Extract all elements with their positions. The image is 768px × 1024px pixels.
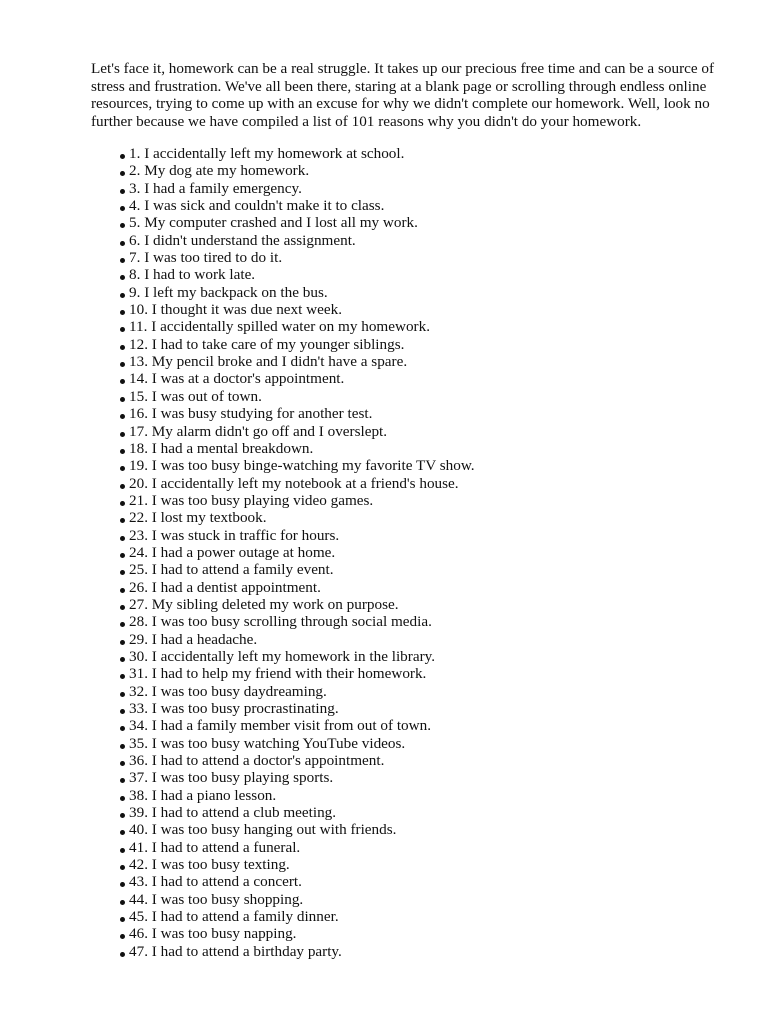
list-item [120,197,475,214]
list-item-text: 40. I was too busy hanging out with friends. [129,821,397,839]
bullet-icon [120,865,125,870]
list-item-text: 5. My computer crashed and I lost all my work. [129,214,418,232]
list-item [120,162,475,179]
list-item-text: 8. I had to work late. [129,266,256,284]
list-item [120,891,475,908]
list-item-text: 16. I was busy studying for another test. [129,405,373,423]
list-item-text: 44. I was too busy shopping. [129,890,304,908]
bullet-icon [120,518,125,523]
list-item [120,839,475,856]
intro-paragraph: Let's face it, homework can be a real struggle. It takes up our precious free time and can be a source of stress and frustration. We've all been there, staring at a blank page or scrolling through endless online resources, trying to come up with an excuse for why we didn't complete our homework. Well, look no further because we have compiled a list of 101 reasons why you didn't do your homework. [91,60,715,130]
bullet-icon [120,171,125,176]
list-item-text: 14. I was at a doctor's appointment. [129,370,345,388]
list-item-text: 36. I had to attend a doctor's appointment. [129,752,385,770]
list-item-text: 18. I had a mental breakdown. [129,439,314,457]
bullet-icon [120,466,125,471]
list-item [120,492,475,509]
list-item [120,475,475,492]
list-item [120,423,475,440]
list-item-text: 39. I had to attend a club meeting. [129,804,337,822]
bullet-icon [120,882,125,887]
list-item [120,804,475,821]
list-item [120,873,475,890]
list-item-text: 17. My alarm didn't go off and I overslept. [129,422,388,440]
list-item-text: 12. I had to take care of my younger siblings. [129,335,405,353]
list-item [120,943,475,960]
list-item-text: 9. I left my backpack on the bus. [129,283,328,301]
bullet-icon [120,275,125,280]
list-item-text: 33. I was too busy procrastinating. [129,700,339,717]
list-item-text: 26. I had a dentist appointment. [129,578,321,596]
list-item-text: 21. I was too busy playing video games. [129,491,374,509]
bullet-icon [120,761,125,766]
list-item-text: 28. I was too busy scrolling through social media. [129,613,432,631]
list-item [120,527,475,544]
list-item [120,232,475,249]
list-item [120,353,475,370]
list-item-text: 25. I had to attend a family event. [129,561,334,579]
bullet-icon [120,553,125,558]
bullet-icon [120,154,125,159]
list-item-text: 3. I had a family emergency. [129,179,302,197]
bullet-icon [120,934,125,939]
bullet-icon [120,241,125,246]
list-item [120,336,475,353]
bullet-icon [120,206,125,211]
bullet-icon [120,588,125,593]
list-item-text: 31. I had to help my friend with their homework. [129,665,427,683]
list-item [120,665,475,682]
list-item [120,388,475,405]
list-item [120,180,475,197]
bullet-icon [120,952,125,957]
list-item [120,856,475,873]
list-item-text: 10. I thought it was due next week. [129,301,343,319]
bullet-icon [120,778,125,783]
list-item-text: 4. I was sick and couldn't make it to class. [129,197,385,215]
bullet-icon [120,501,125,506]
bullet-icon [120,674,125,679]
bullet-icon [120,189,125,194]
list-item [120,544,475,561]
list-item-text: 7. I was too tired to do it. [129,249,283,267]
list-item [120,735,475,752]
bullet-icon [120,830,125,835]
list-item-text: 1. I accidentally left my homework at school. [129,145,405,162]
list-item-text: 2. My dog ate my homework. [129,162,310,180]
list-item-text: 30. I accidentally left my homework in the library. [129,647,436,665]
list-item [120,596,475,613]
bullet-icon [120,414,125,419]
bullet-icon [120,813,125,818]
bullet-icon [120,744,125,749]
list-item [120,700,475,717]
list-item [120,457,475,474]
list-item [120,440,475,457]
bullet-icon [120,709,125,714]
list-item-text: 45. I had to attend a family dinner. [129,908,339,926]
list-item [120,266,475,283]
list-item [120,631,475,648]
list-item [120,318,475,335]
list-item-text: 24. I had a power outage at home. [129,543,336,561]
list-item [120,249,475,266]
list-item [120,561,475,578]
list-item-text: 47. I had to attend a birthday party. [129,942,342,960]
list-item [120,752,475,769]
bullet-icon [120,900,125,905]
bullet-icon [120,570,125,575]
bullet-icon [120,327,125,332]
list-item-text: 27. My sibling deleted my work on purpose. [129,595,399,613]
bullet-icon [120,345,125,350]
bullet-icon [120,536,125,541]
bullet-icon [120,640,125,645]
bullet-icon [120,692,125,697]
list-item-text: 20. I accidentally left my notebook at a friend's house. [129,474,459,492]
bullet-icon [120,449,125,454]
list-item [120,925,475,942]
list-item [120,821,475,838]
bullet-icon [120,258,125,263]
list-item-text: 23. I was stuck in traffic for hours. [129,526,340,544]
bullet-icon [120,293,125,298]
list-item-text: 41. I had to attend a funeral. [129,838,301,856]
list-item-text: 35. I was too busy watching YouTube videos. [129,734,406,752]
bullet-icon [120,622,125,627]
list-item-text: 13. My pencil broke and I didn't have a spare. [129,353,408,371]
list-item-text: 32. I was too busy daydreaming. [129,682,327,700]
bullet-icon [120,397,125,402]
list-item-text: 29. I had a headache. [129,630,258,648]
bullet-icon [120,726,125,731]
list-item-text: 6. I didn't understand the assignment. [129,231,356,249]
list-item-text: 43. I had to attend a concert. [129,873,302,891]
list-item [120,683,475,700]
list-item [120,579,475,596]
bullet-icon [120,796,125,801]
list-item-text: 37. I was too busy playing sports. [129,769,334,787]
bullet-icon [120,848,125,853]
list-item [120,284,475,301]
list-item-text: 46. I was too busy napping. [129,925,297,943]
list-item [120,214,475,231]
bullet-icon [120,917,125,922]
list-item-text: 22. I lost my textbook. [129,509,267,527]
list-item [120,908,475,925]
list-item-text: 11. I accidentally spilled water on my homework. [129,318,430,336]
bullet-icon [120,223,125,228]
bullet-icon [120,310,125,315]
list-item [120,717,475,734]
bullet-icon [120,657,125,662]
list-item-text: 19. I was too busy binge-watching my favorite TV show. [129,457,475,475]
bullet-icon [120,379,125,384]
list-item-text: 42. I was too busy texting. [129,856,290,874]
list-item [120,405,475,422]
bullet-icon [120,432,125,437]
list-item [120,370,475,387]
bullet-icon [120,605,125,610]
bullet-icon [120,484,125,489]
list-item [120,613,475,630]
list-item-text: 34. I had a family member visit from out of town. [129,717,431,735]
list-item-text: 38. I had a piano lesson. [129,786,277,804]
list-item [120,787,475,804]
list-item-text: 15. I was out of town. [129,387,262,405]
list-item [120,145,475,162]
list-item [120,769,475,786]
list-item [120,509,475,526]
list-item [120,648,475,665]
reasons-list [120,145,475,960]
list-item [120,301,475,318]
bullet-icon [120,362,125,367]
